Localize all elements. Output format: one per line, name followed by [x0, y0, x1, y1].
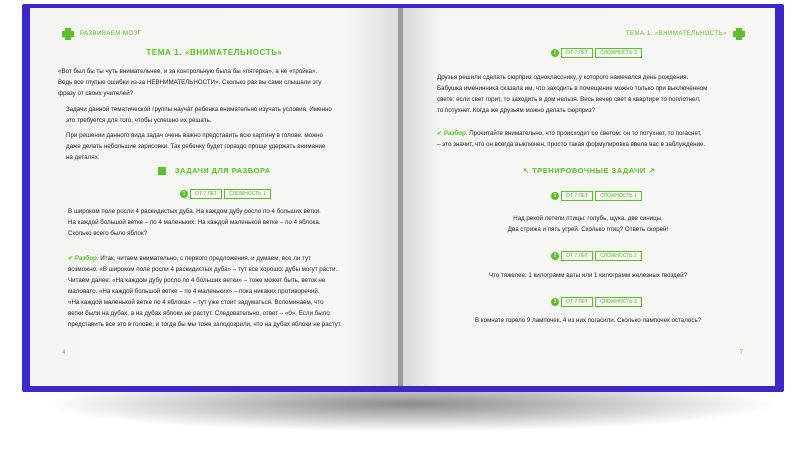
- badge-age: ОТ 7 ЛЕТ: [561, 48, 593, 58]
- page-number: 4: [62, 350, 66, 356]
- badge-number: 3: [551, 298, 559, 306]
- p2-line: это требуется для того, чтобы успешно их решать.: [66, 117, 212, 124]
- section-title-text: ТРЕНИРОВОЧНЫЕ ЗАДАЧИ: [532, 166, 646, 175]
- badge-number: 2: [551, 252, 559, 260]
- intro-line: «Вот был бы ты чуть внимательнее, и за контрольную была бы «пятерка», а не «тройка».: [58, 68, 318, 75]
- section-title: [30, 166, 399, 175]
- task-line: свете: если свет горит, то заходить в дом нельзя. Весь вечер свет в квартире то поплотнел,: [437, 96, 701, 103]
- left-page: [30, 8, 399, 386]
- badge-number: 1: [180, 190, 188, 198]
- analysis-line: Итак, читаем внимательно, с первого предложения, и думаем, все ли тут: [98, 255, 311, 262]
- analysis-label: Разбор.: [74, 255, 99, 262]
- task-line: Друзья решили сделать сюрприз однокласснику, у которого намечался день рождения.: [437, 74, 689, 81]
- badge-age: ОТ 7 ЛЕТ: [561, 251, 593, 261]
- p3-line: даже делать небольшие зарисовки. Так ребенку будет гораздо проще удержать внимание: [66, 143, 326, 150]
- analysis-line: Прочитайте внимательно, что происходит со светом: он то потухнет, то погаснет,: [467, 130, 702, 137]
- analysis-label: Разбор.: [443, 130, 468, 137]
- difficulty-badge: [551, 48, 642, 58]
- difficulty-badge: [551, 297, 642, 307]
- analysis-line: Читаем далее: «На каждом дубу росло по 4 больших ветки» – тоже может быть, веток не: [68, 277, 326, 284]
- arrow-left-icon: ↖: [522, 166, 530, 175]
- p3-line: на деталях.: [66, 154, 100, 161]
- task-line: Над рекой летели птицы: голубь, щука, две синицы.: [513, 215, 663, 222]
- intro-line: фразу от своих учителей?: [58, 90, 134, 97]
- badge-level: СЛОЖНОСТЬ 2: [595, 251, 642, 261]
- puzzle-icon: [733, 28, 745, 40]
- p2-line: Задачи данной тематической группы научат ребенка внимательно изучать условия. Именно: [66, 106, 332, 113]
- task-line: На каждой большой ветке – по 4 маленьких. На каждой маленькой ветке – по 4 яблока.: [68, 219, 321, 226]
- right-page: [403, 8, 775, 386]
- puzzle-icon: [62, 28, 74, 40]
- book-shadow: [40, 392, 780, 432]
- task-text: [423, 315, 753, 326]
- badge-level: СЛОЖНОСТЬ 1: [595, 191, 642, 201]
- left-header-text: РАЗВИВАЕМ МОЗГ: [80, 31, 142, 37]
- task-line: Бабушка именинника сказала им, что заходить в помещение можно только при выключенном: [437, 85, 708, 92]
- badge-age: ОТ 7 ЛЕТ: [561, 191, 593, 201]
- analysis-paragraph: [437, 128, 759, 150]
- arrow-right-icon: ↗: [648, 166, 656, 175]
- left-header: [62, 28, 141, 40]
- task-text: [437, 72, 757, 116]
- analysis-line: маловато. «На каждой большой ветке – по 4 маленьких» – пока никаких противоречий.: [68, 288, 320, 295]
- analysis-paragraph: [68, 253, 386, 330]
- page-number: 7: [739, 350, 743, 356]
- analysis-line: «На каждой маленькой ветке по 4 яблока» – тут уже стоит задуматься. Вспоминаем, что: [68, 299, 324, 306]
- check-icon: ✔: [437, 130, 443, 137]
- paragraph-2: [66, 104, 381, 126]
- badge-number: 1: [551, 192, 559, 200]
- puzzle-icon: [158, 167, 166, 175]
- task-text: [68, 206, 383, 239]
- intro-line: Ведь все глупые ошибки из-за НЕВНИМАТЕЛЬНОСТИ». Сколько раз вы сами слышали эту: [58, 79, 322, 86]
- task-line: Что тяжелее: 1 килограмм ваты или 1 килограмм железных гвоздей?: [488, 272, 688, 279]
- p3-line: При решении данного вида задач очень важно представить всю картину в голове, можно: [66, 132, 323, 139]
- task-text: [423, 213, 753, 235]
- analysis-line: – это значит, что он всегда выключен, просто такая формулировка ввела вас в заблуждение.: [437, 141, 706, 148]
- task-line: В широком поле росли 4 раскидистых дуба. На каждом дубу росло по 4 больших ветки.: [68, 208, 321, 215]
- analysis-line: ветки были на дубах, а на дубах яблоки не растут. Следовательно, ответ – «0». Если было: [68, 310, 330, 317]
- paragraph-3: [66, 130, 381, 163]
- badge-age: ОТ 7 ЛЕТ: [561, 297, 593, 307]
- task-text: [423, 270, 753, 281]
- right-header: [626, 28, 745, 40]
- task-line: то потухнет. Когда же друзьям можно делать сюрприз?: [437, 107, 596, 114]
- section-title-text: ЗАДАЧИ ДЛЯ РАЗБОРА: [174, 166, 271, 175]
- section-title: [403, 166, 775, 175]
- badge-age: ОТ 7 ЛЕТ: [190, 189, 222, 199]
- badge-level: СЛОЖНОСТЬ 3: [595, 48, 642, 58]
- difficulty-badge: [551, 251, 642, 261]
- badge-level: СЛОЖНОСТЬ 3: [595, 297, 642, 307]
- analysis-line: возможно. «В широком поле росли 4 раскидистых дуба» – тут все хорошо: дубы могут расти.: [68, 266, 338, 273]
- difficulty-badge: [551, 191, 642, 201]
- difficulty-badge: [180, 189, 271, 199]
- task-line: Сколько всего было яблок?: [68, 230, 148, 237]
- badge-level: СЛОЖНОСТЬ 1: [224, 189, 271, 199]
- task-line: В комнате горело 9 лампочек, 4 из них погасили. Сколько лампочек осталось?: [474, 317, 702, 324]
- task-line: Два стрижа и пять угрей. Сколько птиц? Ответь скорей!: [507, 226, 669, 233]
- check-icon: ✔: [68, 255, 74, 262]
- right-header-text: ТЕМА 1. «ВНИМАТЕЛЬНОСТЬ»: [625, 31, 727, 37]
- page-title: ТЕМА 1. «ВНИМАТЕЛЬНОСТЬ»: [146, 48, 283, 57]
- badge-number: 2: [551, 49, 559, 57]
- intro-paragraph: [58, 66, 378, 99]
- analysis-line: представить все это в голове, и тогда бы мы тоже заподозрили, что на дубах яблоки не растут.: [68, 321, 342, 328]
